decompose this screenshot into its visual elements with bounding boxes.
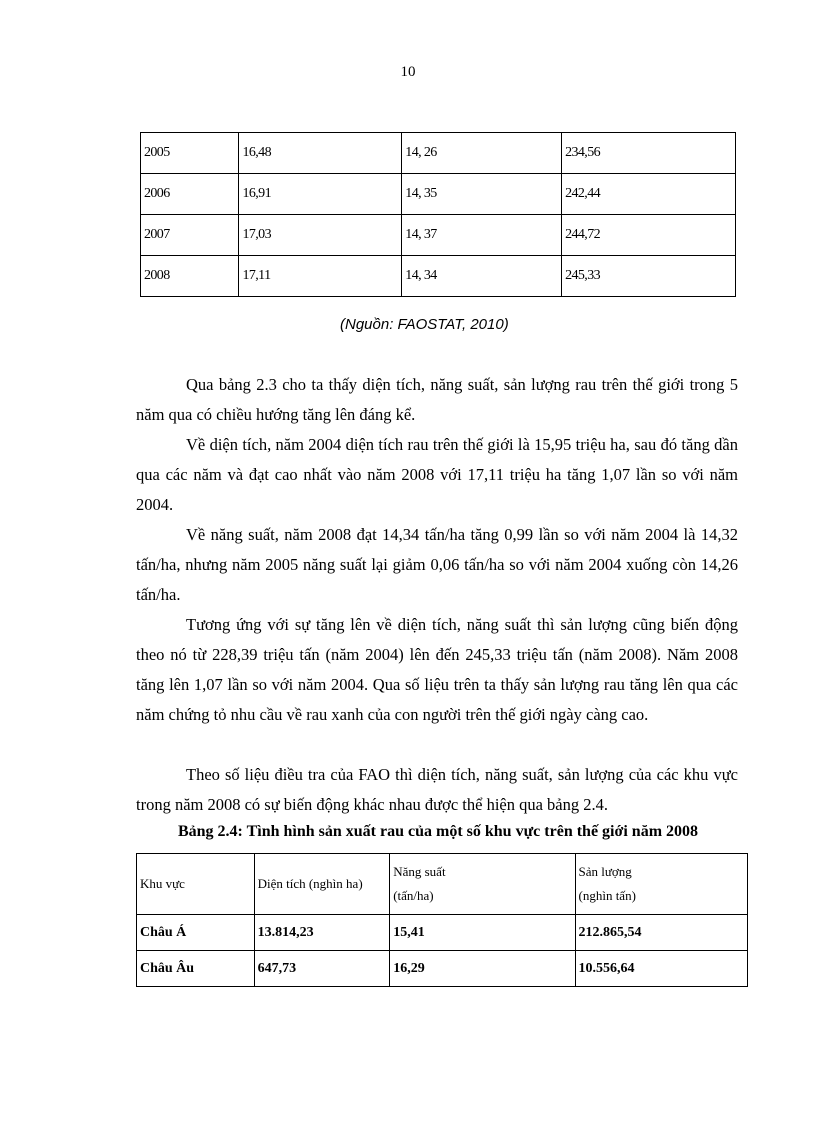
output-cell: 244,72 [562,215,736,256]
area-cell: 16,48 [239,133,402,174]
source-note: (Nguồn: FAOSTAT, 2010) [340,316,509,333]
header-area: Diện tích (nghìn ha) [254,854,390,915]
yield-cell: 15,41 [390,915,575,951]
year-cell: 2008 [141,256,239,297]
header-output [575,854,748,915]
yield-cell: 14, 26 [402,133,562,174]
header-output-line2: (nghìn tấn) [578,888,636,903]
area-cell: 17,03 [239,215,402,256]
table-2-3-continuation [140,132,736,297]
paragraph-summary: Qua bảng 2.3 cho ta thấy diện tích, năng suất, sản lượng rau trên thế giới trong 5 năm qua có chiều hướng tăng lên đáng kể. [136,375,738,424]
table-header-row [137,854,748,915]
table-2-4-caption: Bảng 2.4: Tình hình sản xuất rau của một số khu vực trên thế giới năm 2008 [177,823,699,840]
yield-cell: 14, 37 [402,215,562,256]
region-cell: Châu Âu [137,951,255,987]
area-cell: 16,91 [239,174,402,215]
header-region: Khu vực [137,854,255,915]
table-row [137,951,748,987]
yield-cell: 14, 35 [402,174,562,215]
paragraph-output: Tương ứng với sự tăng lên về diện tích, năng suất thì sản lượng cũng biến động theo nó từ 228,39 triệu tấn (năm 2004) lên đến 245,33 triệu tấn (năm 2008). Năm 2008 tăng lên 1,07 lần so với năm 2004. Qua số liệu trên ta thấy sản lượng rau tăng lên qua các năm chứng tỏ nhu cầu về rau xanh của con người trên thế giới ngày càng cao. [136,615,738,724]
yield-cell: 14, 34 [402,256,562,297]
page-number: 10 [400,64,416,80]
paragraph-area: Về diện tích, năm 2004 diện tích rau trên thế giới là 15,95 triệu ha, sau đó tăng dần qua các năm và đạt cao nhất vào năm 2008 với 17,11 triệu ha tăng 1,07 lần so với năm 2004. [136,435,738,514]
header-yield-line1: Năng suất [393,864,446,879]
header-yield [390,854,575,915]
table-row [141,256,736,297]
table-row [141,215,736,256]
yield-cell: 16,29 [390,951,575,987]
output-cell: 212.865,54 [575,915,748,951]
header-yield-line2: (tấn/ha) [393,888,434,903]
area-cell: 13.814,23 [254,915,390,951]
year-cell: 2006 [141,174,239,215]
table-row [141,174,736,215]
header-output-line1: Sản lượng [578,864,632,879]
output-cell: 10.556,64 [575,951,748,987]
area-cell: 17,11 [239,256,402,297]
table-row [141,133,736,174]
region-cell: Châu Á [137,915,255,951]
output-cell: 234,56 [562,133,736,174]
area-cell: 647,73 [254,951,390,987]
year-cell: 2007 [141,215,239,256]
year-cell: 2005 [141,133,239,174]
paragraph-yield: Về năng suất, năm 2008 đạt 14,34 tấn/ha tăng 0,99 lần so với năm 2004 là 14,32 tấn/ha, nhưng năm 2005 năng suất lại giảm 0,06 tấn/ha so với năm 2004 xuống còn 14,26 tấn/ha. [136,525,738,604]
output-cell: 245,33 [562,256,736,297]
table-row [137,915,748,951]
table-2-4 [136,853,748,987]
paragraph-fao-intro: Theo số liệu điều tra của FAO thì diện tích, năng suất, sản lượng của các khu vực trong năm 2008 có sự biến động khác nhau được thể hiện qua bảng 2.4. [136,765,738,814]
output-cell: 242,44 [562,174,736,215]
